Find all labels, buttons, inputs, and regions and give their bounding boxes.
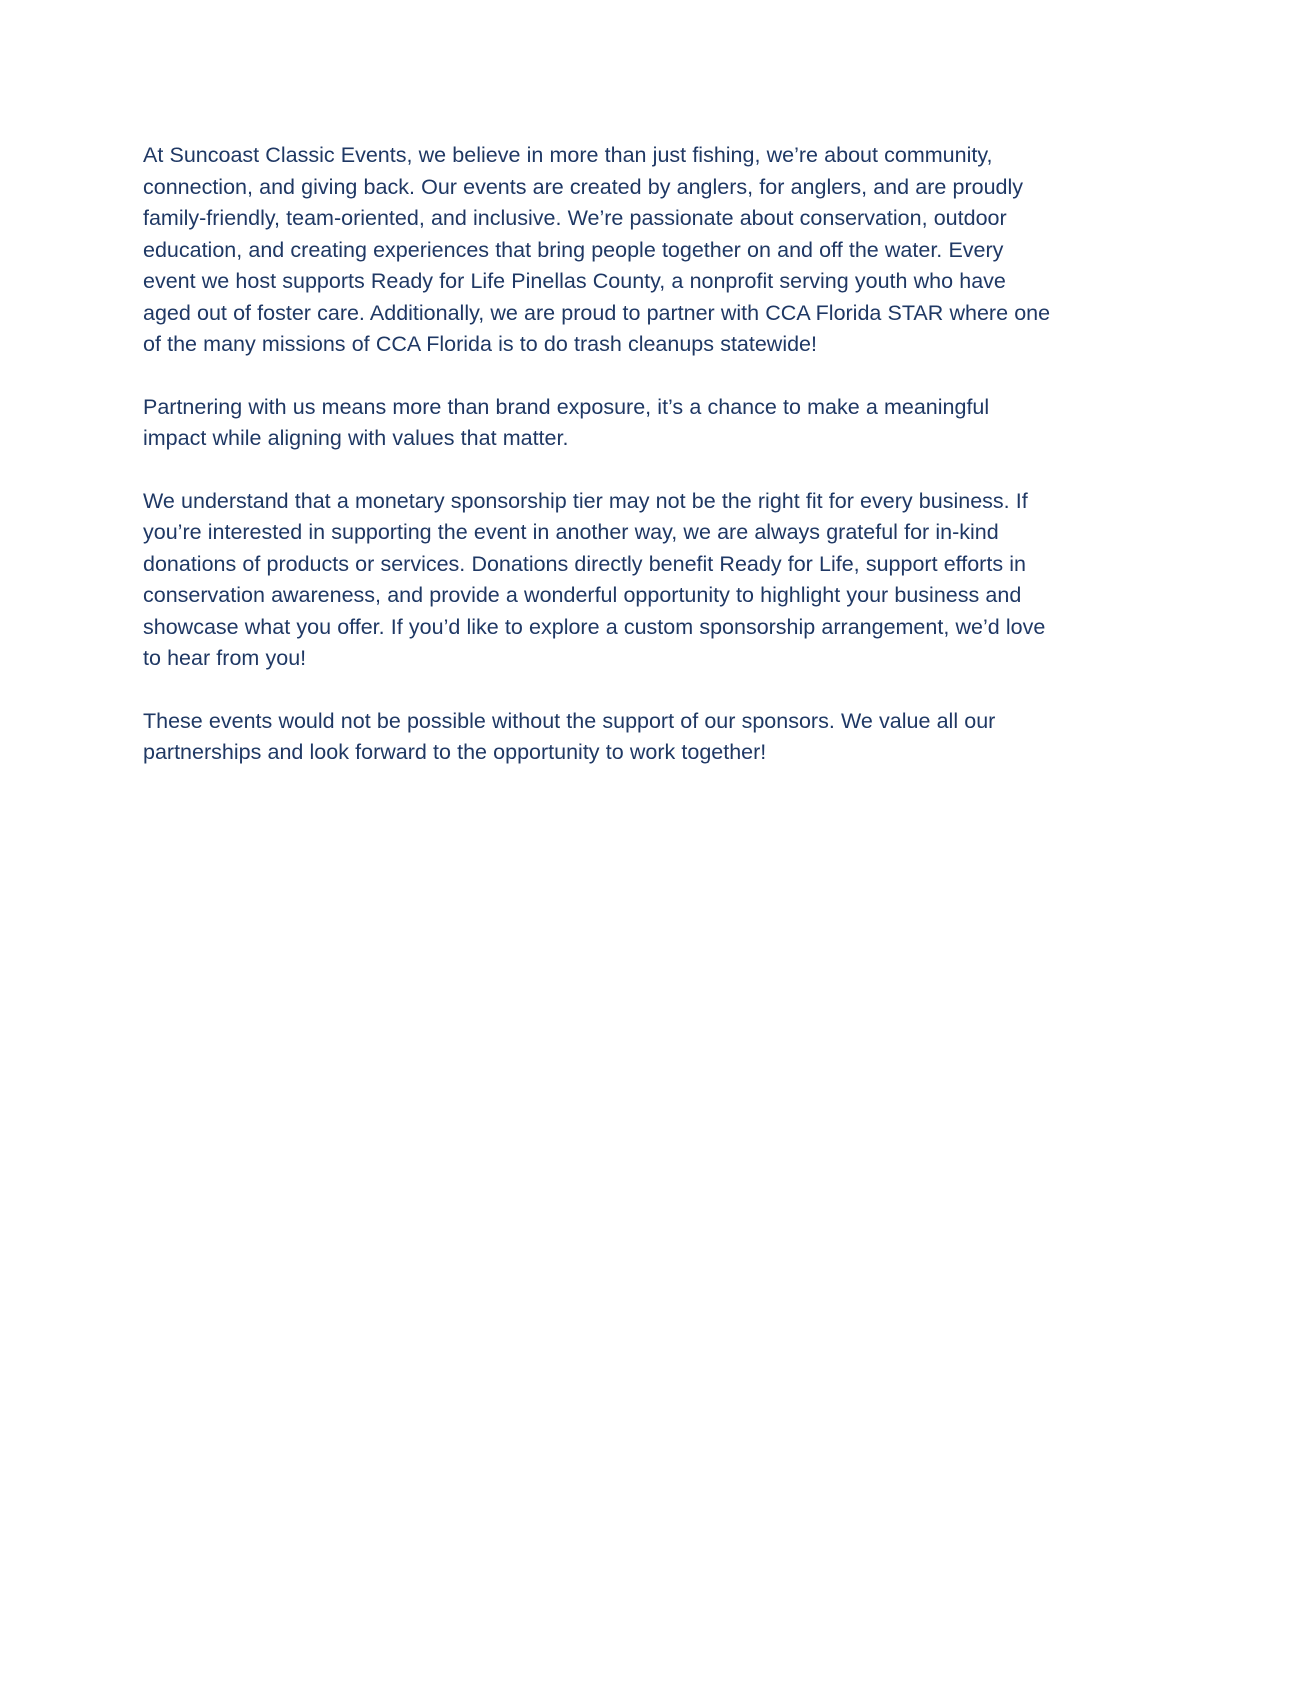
partnering-paragraph: Partnering with us means more than brand exposure, it’s a chance to make a meaningful impact while aligning with values that matter. [143, 394, 990, 450]
closing-paragraph: These events would not be possible without the support of our sponsors. We value all our partnerships and look forward to the opportunity to work together! [143, 708, 996, 764]
intro-paragraph: At Suncoast Classic Events, we believe in more than just fishing, we’re about community, connection, and giving back. Our events are created by anglers, for anglers, and are proudly family-friendly, team-oriented, and inclusive. We’re passionate about conservation, outdoor education, and creating experiences that bring people together on and off the water. Every event we host supports Ready for Life Pinellas County, a nonprofit serving youth who have aged out of foster care. Additionally, we are proud to partner with CCA Florida STAR where one of the many missions of CCA Florida is to do trash cleanups statewide! [143, 143, 1051, 356]
in-kind-paragraph: We understand that a monetary sponsorship tier may not be the right fit for every business. If you’re interested in supporting the event in another way, we are always grateful for in-kind donations of products or services. Donations directly benefit Ready for Life, support efforts in conservation awareness, and provide a wonderful opportunity to highlight your business and showcase what you offer. If you’d like to explore a custom sponsorship arrangement, we’d love to hear from you! [143, 488, 1046, 670]
document-body [143, 140, 1058, 769]
